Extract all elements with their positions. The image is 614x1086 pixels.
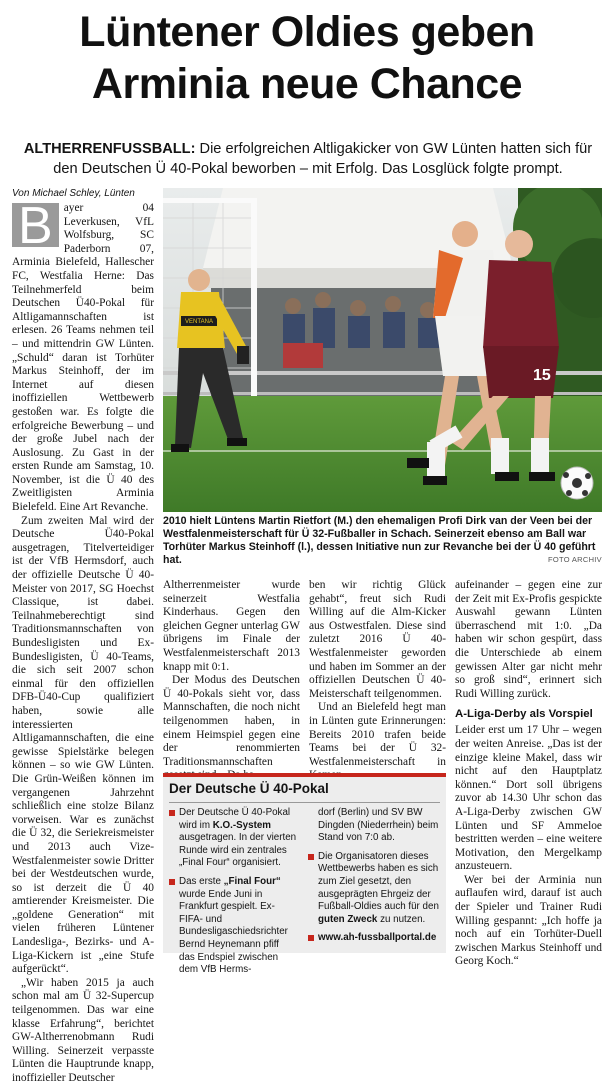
article-paragraph: Leider erst um 17 Uhr – wegen der weiten Anreise. „Das ist der einzige kleine Makel, dass wir nicht auf den Hauptplatz können.“ Dort soll übrigens zuvor ab 14.30 Uhr schon das A-Liga-Derby zwischen GW Lünten und SF Ammeloe bestritten werden – eine weitere Motivation, den Mergelkamp anzusteuern. xyxy=(455,724,602,873)
info-box-accent-bar xyxy=(163,773,446,777)
headline-line-2: Arminia neue Chance xyxy=(91,60,523,108)
drop-cap: B xyxy=(12,203,59,247)
article-subhead: A-Liga-Derby als Vorspiel xyxy=(455,708,593,721)
lead-text: Die erfolgreichen Altligakicker von GW Lünten hatten sich für den Deutschen Ü 40-Pokal beworben – mit Erfolg. Das Losglück folgte prompt. xyxy=(53,141,593,177)
article-paragraph: Und an Bielefeld hegt man in Lünten gute Erinnerungen: Bereits 2010 trafen beide Teams bei der Ü 32-Westfalenmeisterschaft in xyxy=(309,701,446,768)
article-paragraph: Altherrenmeister wurde seinerzeit Westfalia Kinderhaus. Gegen den gleichen Gegner unterlag GW übrigens im Finale der Westfalenmeisterschaft 2013 knapp mit 0:1. xyxy=(163,579,300,673)
article-column-1 xyxy=(12,197,154,1086)
photo-caption: 2010 hielt Lüntens Martin Rietfort (M.) den ehemaligen Profi Dirk van der Veen bei der Westfalenmeisterschaft für Ü 32-Fußballer in Schach. Seinerzeit ebenso am Ball war Torhüter Markus Steinhoff (l.), dessen Initiative nun zur Revanche bei der Ü 40 geführt hat. xyxy=(163,515,596,566)
info-bullet: Der Deutsche Ü 40-Pokal wird im K.O.-System ausgetragen. In der vierten Runde wird ein zentrales „Final Four“ organisiert. xyxy=(169,807,297,870)
article-paragraph: „Wir haben 2015 ja auch schon mal am Ü 32-Supercup teilgenommen. Das war eine klasse Erfahrung“, berichtet GW-Altherrenobmann Rudi Willing. Seinerzeit verpasste Lünten die Hauptrunde knapp, inoffizieller Deutscher xyxy=(12,976,154,1084)
info-box-title: Der Deutsche Ü 40-Pokal xyxy=(169,781,329,796)
article-paragraph: Der Modus des Deutschen Ü 40-Pokals sieht vor, dass Mannschaften, die noch nicht teilgenommen haben, in einem Heimspiel gegen eine der renommierten Traditionsmannschaften xyxy=(163,674,300,768)
headline xyxy=(0,6,614,110)
info-link[interactable]: www.ah-fussballportal.de xyxy=(308,932,440,945)
info-bullet: Das erste „Final Four“ wurde Ende Juni in Frankfurt gespielt. Ex-FIFA- und Bundesligaschiedsrichter Bernd Heynemann pfiff das Endspiel zwischen dem VfB Herms- xyxy=(169,876,297,977)
lead-paragraph xyxy=(12,139,604,179)
goalkeeper-shirt-text: VENTANA xyxy=(185,319,213,325)
info-box-column-left xyxy=(169,807,297,983)
info-box-divider xyxy=(169,802,440,803)
info-bullet-continuation: dorf (Berlin) und SV BW Dingden (Niederrhein) beim Stand von 7:0 ab. xyxy=(318,807,439,844)
info-box-column-right xyxy=(308,807,440,951)
article-paragraph: B ayer 04 Leverkusen, VfL Wolfsburg, SC Paderborn 07, Arminia Bielefeld, Hallescher FC, Westfalia Herne: Das Teilnehmerfeld beim Deutschen Ü40-Pokal für Altligamannschaften ist erlesen. 26 Teams nehmen teil – und mittendrin GW Lünten. „Schuld“ daran ist Torhüter Markus Steinhoff, der im Internet auf diesen inoffiziellen Wettbewerb gestoßen war. Es folgte die erfolgreiche Bewerbung – und der große Jubel nach der Auslosung. Zu Gast in der ersten Runde am Samstag, 10. November, ist die Ü 40 des Zweitligisten Arminia Bielefeld. Eine Art Revanche. xyxy=(12,197,154,514)
match-photo xyxy=(163,188,602,512)
article-column-3 xyxy=(309,579,446,783)
article-column-2 xyxy=(163,579,300,783)
info-box xyxy=(163,773,446,976)
photo-credit: FOTO ARCHIV xyxy=(547,555,602,564)
article-paragraph: aufeinander – gegen eine zur der Zeit mit Ex-Profis gespickte Auswahl gewann Lünten überraschend mit 1:0. „Da haben wir schon gespürt, dass die Unterschiede ab einem gewissen Alter gar nicht mehr so groß sind“, erinnert sich Rudi Willing zurück. xyxy=(455,579,602,700)
article-paragraph: ben wir richtig Glück gehabt“, freut sich Rudi Willing auf die Alm-Kicker aus Ostwestfalen. Diese sind zuletzt 2016 Ü 40-Westfalenmeister geworden und haben im Sommer an der offiziellen Deutschen Ü 40-Meisterschaft teilgenommen. xyxy=(309,579,446,700)
player-number: 15 xyxy=(533,367,551,384)
byline: Von Michael Schley, Lünten xyxy=(12,188,135,199)
info-bullet: Die Organisatoren dieses Wettbewerbs haben es sich zum Ziel gesetzt, den ausgeprägten Ehrgeiz der Fußball-Oldies auch für den guten Zweck zu nutzen. xyxy=(308,851,440,927)
article-column-4 xyxy=(455,579,602,969)
article-paragraph: Zum zweiten Mal wird der Deutsche Ü40-Pokal ausgetragen, Titelverteidiger ist der VfB Hermsdorf, auch der offizielle Deutsche Ü 40-Meister von 2017, SG Hoechst Classique, ist dabei. Teilnahmeberechtigt sind Traditionsmannschaften von Bundesligisten und Ex-Bundesligisten, Ü 40-Teams, die sich seit 2007 schon einmal für den offiziellen DFB-Ü40-Cup qualifiziert haben, sowie alle interessierten Altligamannschaften, die eine gewisse Spielstärke belegen können – so wie GW Lünten. Die Grün-Weißen können im vergangenen Jahrzehnt schließlich eine stolze Bilanz vorweisen. War es zunächst die Ü 32, die Seriekreismeister und 2013 auch Vize-Westfalenmeister sowie Dritter bei der Westdeutschen wurde, so ist derzeit die Ü 40 amtierender Kreismeister. Die „goldene Generation“ mit vielen früheren Lüntener Landesliga-, Bezirks- und A-Liga-Kickern ist „eine Stufe aufgerückt“. xyxy=(12,514,154,976)
article-paragraph: Wer bei der Arminia nun auflaufen wird, darauf ist auch der Spieler und Trainer Rudi Willing gespannt: „Ich hoffe ja noch auf ein Torhüter-Duell zwischen Markus Steinhoff und Georg Koch.“ xyxy=(455,873,602,968)
headline-line-1: Lüntener Oldies geben xyxy=(79,8,535,56)
lead-kicker: ALTHERRENFUSSBALL: xyxy=(23,141,196,157)
